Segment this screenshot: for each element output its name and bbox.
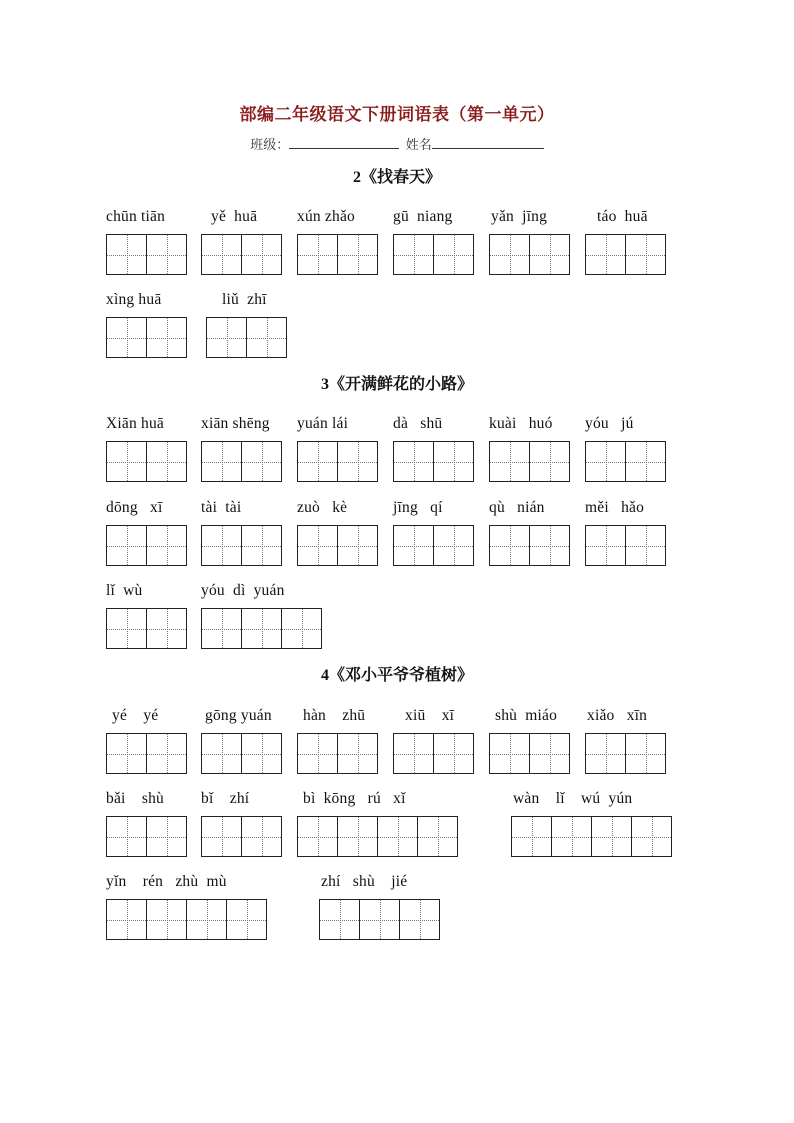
tian-grid-boxes [201,441,282,481]
tian-grid-boxes [106,608,187,648]
tian-grid-boxes [106,733,187,773]
tian-grid-boxes [489,234,570,274]
writing-cell[interactable] [106,816,147,857]
writing-cell[interactable] [241,525,282,566]
writing-cell[interactable] [201,441,242,482]
pinyin-label: yuán lái [297,415,349,432]
writing-cell[interactable] [489,525,530,566]
word-row [0,580,794,660]
pinyin-label: táo huā [597,208,648,225]
lesson-heading: 3《开满鲜花的小路》 [320,376,473,393]
tian-grid-boxes [106,441,187,481]
tian-grid-boxes [297,234,378,274]
tian-grid-boxes [297,441,378,481]
writing-cell[interactable] [106,525,147,566]
writing-cell[interactable] [433,441,474,482]
writing-cell[interactable] [297,733,338,774]
tian-grid-boxes [489,525,570,565]
pinyin-label: yóu jú [585,415,634,432]
writing-cell[interactable] [297,441,338,482]
name-blank-field[interactable] [432,136,544,149]
tian-grid-boxes [489,733,570,773]
tian-grid-boxes [106,234,187,274]
writing-cell[interactable] [585,733,626,774]
pinyin-label: bì kōng rú xǐ [303,790,406,807]
writing-cell[interactable] [393,234,434,275]
writing-cell[interactable] [106,317,147,358]
pinyin-label: tài tài [201,499,242,516]
tian-grid-boxes [585,733,666,773]
tian-grid-boxes [489,441,570,481]
class-blank-field[interactable] [289,136,399,149]
student-info-line [0,134,794,153]
writing-cell[interactable] [625,234,666,275]
writing-cell[interactable] [146,317,187,358]
tian-grid-boxes [393,441,474,481]
pinyin-label: xiū xī [405,707,455,724]
writing-cell[interactable] [241,816,282,857]
writing-cell[interactable] [489,441,530,482]
pinyin-label: zhí shù jié [321,873,408,890]
writing-cell[interactable] [297,525,338,566]
pinyin-label: lǐ wù [106,582,143,599]
writing-cell[interactable] [625,441,666,482]
writing-cell[interactable] [377,816,418,857]
writing-cell[interactable] [529,234,570,275]
tian-grid-boxes [585,525,666,565]
writing-cell[interactable] [106,733,147,774]
pinyin-label: dōng xī [106,499,163,516]
pinyin-label: jīng qí [393,499,443,516]
writing-cell[interactable] [529,525,570,566]
writing-cell[interactable] [337,816,378,857]
pinyin-label: yóu dì yuán [201,582,285,599]
writing-cell[interactable] [186,899,227,940]
tian-grid-boxes [393,525,474,565]
writing-cell[interactable] [551,816,592,857]
lesson-heading: 2《找春天》 [352,169,441,186]
tian-grid-boxes [297,816,458,856]
tian-grid-boxes [206,317,287,357]
writing-cell[interactable] [489,234,530,275]
word-row [0,871,794,951]
writing-cell[interactable] [201,525,242,566]
tian-grid-boxes [201,816,282,856]
tian-grid-boxes [393,234,474,274]
writing-cell[interactable] [201,733,242,774]
pinyin-label: měi hǎo [585,499,645,516]
class-label: 班级： [250,137,290,152]
writing-cell[interactable] [281,608,322,649]
writing-cell[interactable] [585,525,626,566]
pinyin-label: xiǎo xīn [587,707,648,724]
writing-cell[interactable] [146,441,187,482]
pinyin-label: yě huā [211,208,258,225]
writing-cell[interactable] [337,525,378,566]
pinyin-label: chūn tiān [106,208,166,225]
writing-cell[interactable] [585,441,626,482]
writing-cell[interactable] [106,899,147,940]
writing-cell[interactable] [241,733,282,774]
writing-cell[interactable] [585,234,626,275]
pinyin-label: xìng huā [106,291,162,308]
pinyin-label: xiān shēng [201,415,270,432]
name-label: 姓名 [405,137,432,152]
worksheet-title: 部编二年级语文下册词语表（第一单元） [239,105,555,124]
tian-grid-boxes [393,733,474,773]
tian-grid-boxes [106,317,187,357]
writing-cell[interactable] [337,234,378,275]
writing-cell[interactable] [297,816,338,857]
writing-cell[interactable] [146,608,187,649]
pinyin-label: zuò kè [297,499,348,516]
writing-cell[interactable] [246,317,287,358]
writing-cell[interactable] [393,441,434,482]
pinyin-label: wàn lǐ wú yún [513,790,633,807]
writing-cell[interactable] [591,816,632,857]
writing-cell[interactable] [201,234,242,275]
tian-grid-boxes [106,899,267,939]
writing-cell[interactable] [511,816,552,857]
writing-cell[interactable] [625,733,666,774]
pinyin-label: dà shū [393,415,443,432]
tian-grid-boxes [201,525,282,565]
writing-cell[interactable] [146,899,187,940]
pinyin-label: gōng yuán [205,707,272,724]
writing-cell[interactable] [337,441,378,482]
tian-grid-boxes [297,733,378,773]
writing-cell[interactable] [359,899,400,940]
tian-grid-boxes [585,441,666,481]
writing-cell[interactable] [241,234,282,275]
writing-cell[interactable] [201,608,242,649]
word-row [0,289,794,369]
tian-grid-boxes [106,816,187,856]
tian-grid-boxes [297,525,378,565]
tian-grid-boxes [511,816,672,856]
pinyin-label: Xiān huā [106,415,164,432]
writing-cell[interactable] [319,899,360,940]
tian-grid-boxes [319,899,440,939]
pinyin-label: bǐ zhí [201,790,250,807]
pinyin-label: xún zhǎo [297,208,355,225]
pinyin-label: bǎi shù [106,790,164,807]
writing-cell[interactable] [489,733,530,774]
writing-cell[interactable] [106,608,147,649]
writing-cell[interactable] [106,234,147,275]
pinyin-label: yǐn rén zhù mù [106,873,227,890]
tian-grid-boxes [201,608,322,648]
word-row [0,705,794,785]
pinyin-label: kuài huó [489,415,553,432]
writing-cell[interactable] [201,816,242,857]
writing-cell[interactable] [106,441,147,482]
writing-cell[interactable] [631,816,672,857]
word-row [0,206,794,286]
writing-cell[interactable] [433,525,474,566]
writing-cell[interactable] [399,899,440,940]
word-row [0,788,794,868]
writing-cell[interactable] [393,733,434,774]
word-row [0,413,794,493]
tian-grid-boxes [201,234,282,274]
writing-cell[interactable] [433,234,474,275]
writing-cell[interactable] [433,733,474,774]
writing-cell[interactable] [393,525,434,566]
writing-cell[interactable] [206,317,247,358]
writing-cell[interactable] [529,733,570,774]
pinyin-label: liǔ zhī [222,291,267,308]
writing-cell[interactable] [241,441,282,482]
pinyin-label: gū niang [393,208,453,225]
writing-cell[interactable] [417,816,458,857]
tian-grid-boxes [106,525,187,565]
writing-cell[interactable] [337,733,378,774]
writing-cell[interactable] [297,234,338,275]
tian-grid-boxes [201,733,282,773]
writing-cell[interactable] [146,525,187,566]
word-row [0,497,794,577]
writing-cell[interactable] [146,234,187,275]
pinyin-label: hàn zhū [303,707,366,724]
pinyin-label: yé yé [112,707,159,724]
pinyin-label: yǎn jīng [491,208,548,225]
writing-cell[interactable] [529,441,570,482]
lesson-heading: 4《邓小平爷爷植树》 [320,667,473,684]
pinyin-label: qù nián [489,499,545,516]
writing-cell[interactable] [625,525,666,566]
writing-cell[interactable] [146,733,187,774]
tian-grid-boxes [585,234,666,274]
writing-cell[interactable] [146,816,187,857]
writing-cell[interactable] [226,899,267,940]
writing-cell[interactable] [241,608,282,649]
pinyin-label: shù miáo [495,707,558,724]
